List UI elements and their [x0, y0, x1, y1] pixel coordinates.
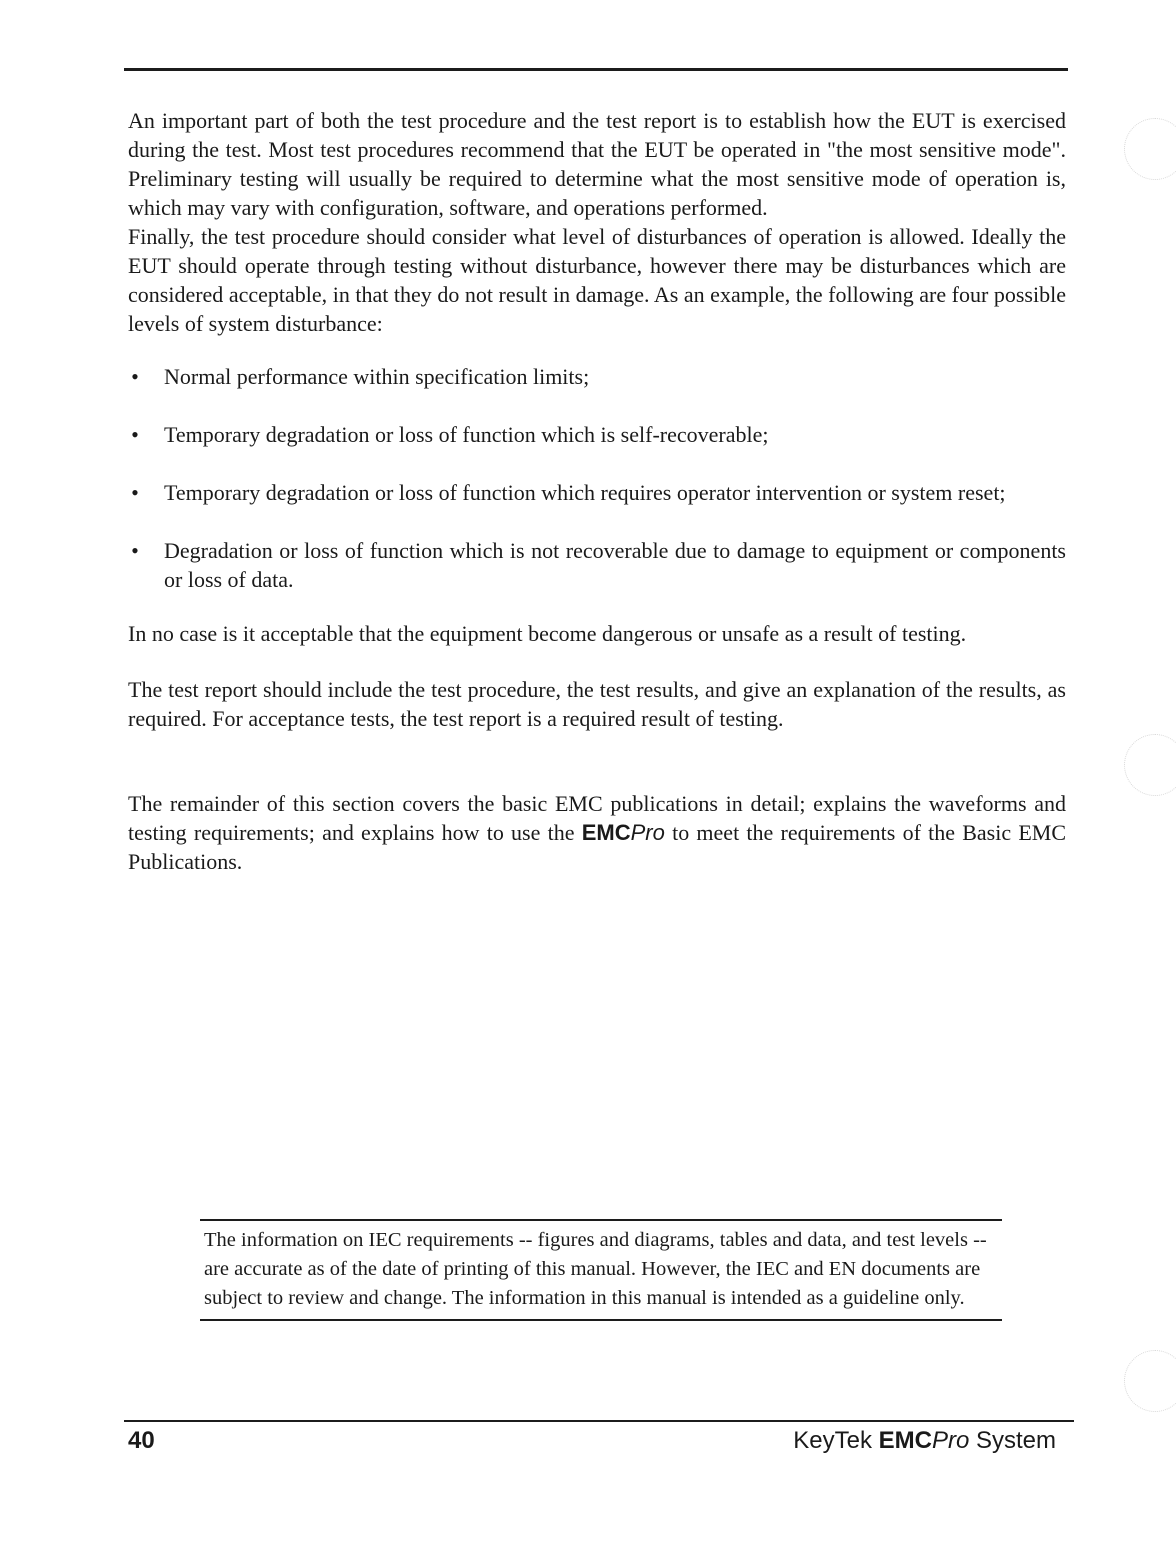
list-item-text: Temporary degradation or loss of function which requires operator intervention or system reset;: [164, 480, 1006, 505]
page-body: [128, 106, 1066, 876]
header-rule: [124, 68, 1068, 71]
emc-pro-brand: [582, 820, 665, 845]
list-item-text: Temporary degradation or loss of function which is self-recoverable;: [164, 422, 769, 447]
bullet-icon: •: [131, 538, 139, 563]
list-item: [128, 478, 1066, 507]
paragraph-remainder-text-start: The remainder of this section covers the basic EMC publications in detail; explains the waveforms and testing requirements; and explains how to use the: [128, 791, 1066, 845]
disturbance-level-list: [128, 362, 1066, 594]
paragraph-remainder-text-end: to meet the requirements of the Basic EMC Publications.: [128, 820, 1067, 874]
paragraph-test-report: The test report should include the test procedure, the test results, and give an explanation of the results, as required. For acceptance tests, the test report is a required result of testing.: [128, 677, 1066, 731]
page-number: 40: [128, 1427, 155, 1454]
paragraph-disturbance-levels: Finally, the test procedure should consider what level of disturbances of operation is allowed. Ideally the EUT should operate through testing without disturbance, however there may be disturbances which are considered acceptable, in that they do not result in damage. As an example, the following are four possible levels of system disturbance:: [128, 224, 1066, 336]
list-item: [128, 536, 1066, 594]
list-item-text: Normal performance within specification limits;: [164, 364, 590, 389]
footer-brand-prefix: KeyTek: [793, 1427, 872, 1454]
bullet-icon: •: [131, 480, 139, 505]
punch-hole-mark: [1124, 1350, 1176, 1412]
footer-brand: [879, 1427, 970, 1454]
bullet-icon: •: [131, 364, 139, 389]
disclaimer-note-box: [200, 1219, 1002, 1321]
brand-italic: Pro: [630, 820, 665, 845]
footer-brand-italic: Pro: [931, 1427, 970, 1454]
footer-brand-suffix: System: [975, 1427, 1056, 1454]
paragraph-eut-exercise: An important part of both the test procedure and the test report is to establish how the EUT is exercised during the test. Most test procedures recommend that the EUT be operated in "the most sensitive mode". Preliminary testing will usually be required to determine what the most sensitive mode of operation is, which may vary with configuration, software, and operations performed.: [128, 108, 1066, 220]
disclaimer-text: The information on IEC requirements -- figures and diagrams, tables and data, and test levels -- are accurate as of the date of printing of this manual. However, the IEC and EN documents are subject to review and change. The information in this manual is intended as a guideline only.: [204, 1229, 987, 1309]
punch-hole-mark: [1124, 734, 1176, 796]
punch-hole-mark: [1124, 118, 1176, 180]
footer-product-title: [793, 1427, 1056, 1455]
list-item-text: Degradation or loss of function which is not recoverable due to damage to equipment or components or loss of data.: [164, 538, 1066, 592]
list-item: [128, 420, 1066, 449]
footer-brand-bold: EMC: [878, 1427, 932, 1454]
brand-bold: EMC: [581, 820, 631, 845]
footer-rule: [124, 1420, 1074, 1422]
paragraph-safety: In no case is it acceptable that the equipment become dangerous or unsafe as a result of testing.: [128, 621, 967, 646]
bullet-icon: •: [131, 422, 139, 447]
list-item: [128, 362, 1066, 391]
paragraph-remainder: [128, 789, 1066, 876]
